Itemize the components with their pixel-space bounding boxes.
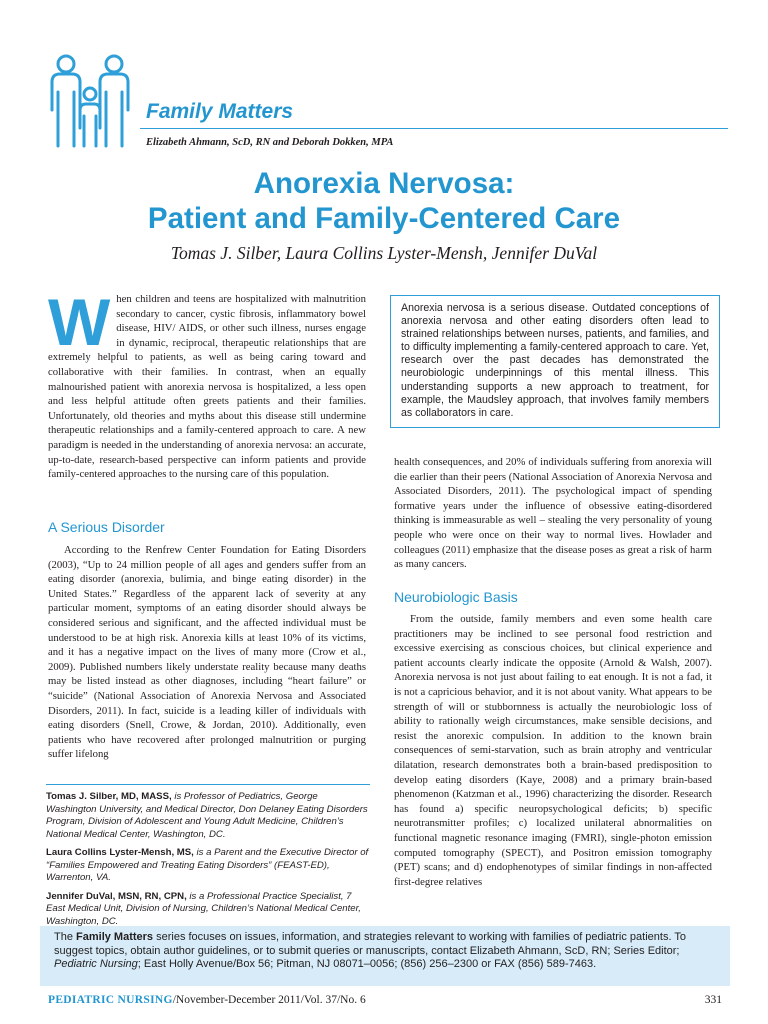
footer-journal-italic: Pediatric Nursing: [54, 958, 138, 970]
bio-name: Tomas J. Silber, MD, MASS,: [46, 791, 172, 802]
footer-text2: ; East Holly Avenue/Box 56; Pitman, NJ 08071–0056; (856) 256–2300 or FAX (856) 589-7463.: [137, 958, 597, 970]
footer-series-name: Family Matters: [76, 931, 154, 943]
heading-neurobiologic-basis: Neurobiologic Basis: [394, 589, 518, 605]
article-title-line2: Patient and Family-Centered Care: [147, 202, 621, 235]
footer-text1: series focuses on issues, information, and strategies relevant to working with families of pediatric patients. To suggest topics, obtain author guidelines, or to submit queries or manuscripts, contact Elizabeth Ahmann, ScD, RN; Series Editor;: [54, 931, 686, 957]
bio-desc: is a Professional Practice Specialist, 7 East Medical Unit, Division of Nursing, Children’s National Medical Center, Washington, DC.: [46, 890, 361, 927]
page-number: 331: [704, 994, 722, 1006]
series-title: Family Matters: [146, 100, 294, 123]
footer-prefix: The: [54, 931, 77, 943]
drop-cap: W: [48, 285, 111, 359]
author-bios: [46, 784, 370, 934]
journal-issue: /November-December 2011/Vol. 37/No. 6: [172, 994, 366, 1006]
bio-item: [46, 891, 370, 929]
serious-disorder-continued-paragraph: health consequences, and 20% of individuals suffering from anorexia will die earlier than their peers (National Association of Anorexia Nervosa and Associated Disorders, 2011). The psychological impact of spending formative years under the influence of obsessive eating-disordered thinking is immeasurable as well – stealing the very personality of young people who were once on their way to normal lives. Howlader and colleagues (2011) emphasize that the disease poses as great a risk of harm as many cancers.: [394, 456, 712, 571]
journal-name: PEDIATRIC NURSING: [48, 994, 173, 1006]
series-info-box: [40, 926, 730, 986]
article-authors: Tomas J. Silber, Laura Collins Lyster-Mensh, Jennifer DuVal: [170, 243, 598, 263]
bio-item: [46, 847, 370, 885]
heading-serious-disorder: A Serious Disorder: [48, 519, 165, 535]
intro-text: hen children and teens are hospitalized with malnutrition secondary to cancer, cystic fibrosis, inflammatory bowel disease, HIV/ AIDS, or other such illness, nurses engage in dynamic, reciprocal, therapeutic relationships that are extremely helpful to patients, as well as being caring toward and collaborative with their families. In contrast, when an equally malnourished patient with anorexia nervosa is hospitalized, a less open and less helpful attitude often greets patients and their families. Unfortunately, old theories and myths about this disease still undermine therapeutic relationships and a family-centered approach to care. A new paradigm is needed in the understanding of anorexia nervosa: an accurate, up-to-date, research-based perspective can inform patients and provide family-centered approaches to the nursing care of this population.: [48, 293, 366, 481]
bio-name: Jennifer DuVal, MSN, RN, CPN,: [46, 890, 187, 902]
family-figures-icon: [44, 52, 140, 150]
article-title-line1: Anorexia Nervosa:: [253, 167, 515, 200]
intro-paragraph: [48, 285, 366, 482]
neurobiologic-text: [394, 612, 712, 889]
journal-citation: [48, 994, 366, 1006]
series-editors: Elizabeth Ahmann, ScD, RN and Deborah Dokken, MPA: [146, 137, 394, 148]
serious-disorder-continued: [394, 455, 712, 572]
bio-desc: is Professor of Pediatrics, George Washington University, and Medical Director, Don Delaney Eating Disorders Program, Division of Adolescent and Young Adult Medicine, Children’s National Medical Center, Washington, DC.: [46, 791, 368, 840]
bio-name: Laura Collins Lyster-Mensh, MS,: [46, 847, 194, 858]
abstract-box: Anorexia nervosa is a serious disease. Outdated conceptions of anorexia nervosa and other eating disorders often lead to strained relationships between nurses, patients, and families, and to difficulty implementing a family-centered approach to care. Yet, research over the past decades has demonstrated the neurobiologic underpinnings of this mental illness. This understanding supports a new approach to treatment, for example, the Maudsley approach, that involves family members as collaborators in care.: [390, 295, 720, 428]
header-rule: [140, 128, 728, 129]
neurobiologic-paragraph: From the outside, family members and even some health care practitioners may be inclined to see personal food restriction and excessive exercising as conscious choices, but clinical experience and patient accounts clearly indicate the opposite (Arnold & Walsh, 2007). Anorexia nervosa is not just about failing to eat enough. It is not a fad, it is not a capricious behavior, and it is not about vanity. What appears to be strength of will or stubbornness is actually the neurobiologic loss of ability to rationally weigh circumstances, make sensible decisions, and resist the anorexic compulsion. In addition to the known brain consequences of semi-starvation, such as brain atrophy and ventricular dilatation, research demonstrates both a brain-based predisposition to develop eating disorders (Kaye, 2008) and a primary brain-based phenomenon (Katzman et al., 1996) characterizing the disorder. Research has found a) specific neuropsychological deficits; b) specific neurotransmitter profiles; c) localized unilateral abnormalities on functional magnetic resonance imaging (FMRI), single-photon emission computed tomography (SPECT), and Positron emission tomography (PET) scans; and d) endophenotypes of similar findings in non-affected first-degree relatives: [394, 613, 712, 888]
serious-disorder-paragraph: According to the Renfrew Center Foundation for Eating Disorders (2003), “Up to 24 million people of all ages and genders suffer from an eating disorder (anorexia, bulimia, and binge eating disorder) in the United States.” Regardless of the apparent lack of severity at any particular moment, symptoms of an eating disorder should always be considered serious and significant, and the affected individual must be understood to be at high risk. Anorexia kills at least 10% of its victims, and it has a negative impact on the lives of many more (Crow et al., 2009). Published numbers likely understate reality because many deaths may be listed instead as other diagnoses, including “heart failure” or “suicide” (National Association of Anorexia Nervosa and Associated Disorders, 2011). In fact, suicide is a leading killer of individuals with eating disorders (Snell, Crowe, & Jordan, 2010). Additionally, even patients who have recovered after prolonged malnutrition or purging suffer lifelong: [48, 544, 366, 761]
serious-disorder-text: [48, 543, 366, 762]
bio-item: [46, 791, 370, 841]
bio-desc: is a Parent and the Executive Director of “Families Empowered and Treating Eating Disorders” (FEAST-ED), Warrenton, VA.: [46, 847, 369, 883]
